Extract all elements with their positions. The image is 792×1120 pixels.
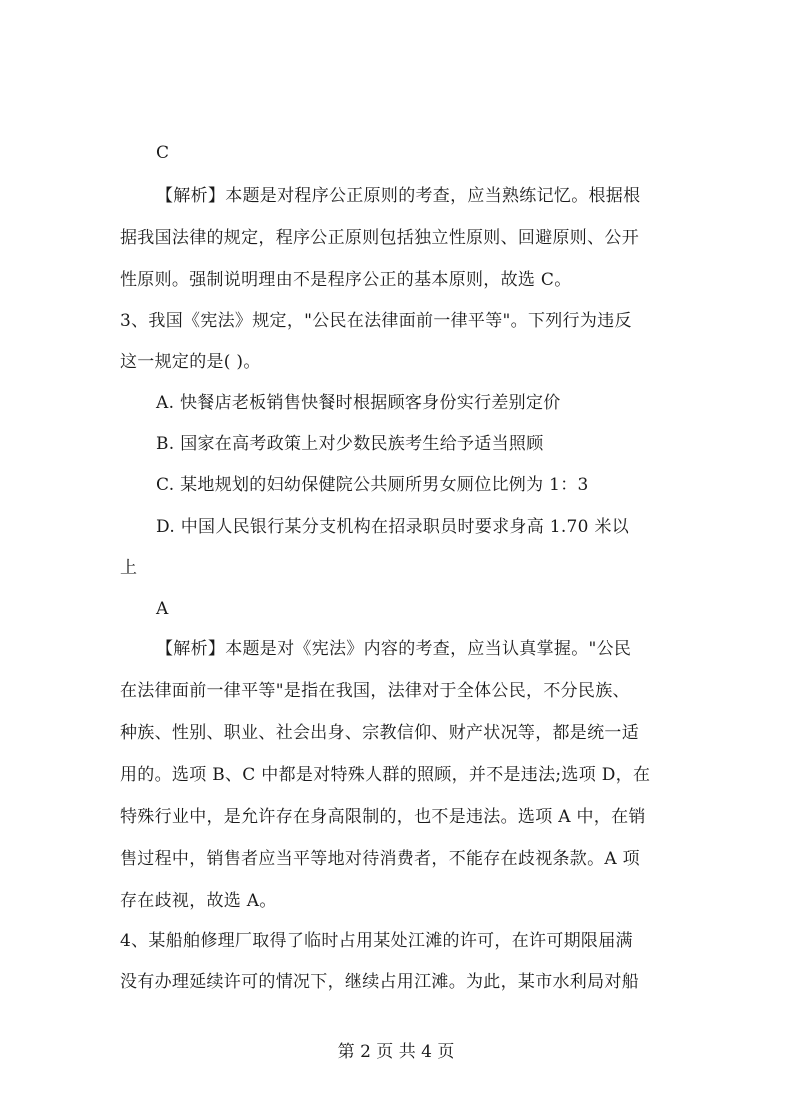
- question-3-option-d: D. 中国人民银行某分支机构在招录职员时要求身高 1.70 米以: [156, 517, 630, 537]
- question-3-option-c: C. 某地规划的妇幼保健院公共厕所男女厕位比例为 1：3: [156, 475, 589, 495]
- analysis-q3-line-4: 用的。选项 B、C 中都是对特殊人群的照顾，并不是违法;选项 D，在: [120, 765, 651, 785]
- question-4-stem-line-1: 4、某船舶修理厂取得了临时占用某处江滩的许可，在许可期限届满: [120, 931, 633, 951]
- answer-q2: C: [156, 143, 170, 163]
- question-3-option-b: B. 国家在高考政策上对少数民族考生给予适当照顾: [156, 434, 544, 454]
- question-3-option-a: A. 快餐店老板销售快餐时根据顾客身份实行差别定价: [156, 393, 561, 413]
- question-3-stem-line-2: 这一规定的是( )。: [120, 352, 261, 372]
- question-3-stem-line-1: 3、我国《宪法》规定，"公民在法律面前一律平等"。下列行为违反: [120, 311, 632, 331]
- analysis-q3-line-6: 售过程中，销售者应当平等地对待消费者，不能存在歧视条款。A 项: [120, 849, 640, 869]
- analysis-q3-line-5: 特殊行业中，是允许存在身高限制的，也不是违法。选项 A 中，在销: [120, 807, 646, 827]
- page-footer: 第 2 页 共 4 页: [337, 1042, 455, 1062]
- analysis-q2-line-3: 性原则。强制说明理由不是程序公正的基本原则，故选 C。: [120, 270, 572, 290]
- analysis-q3-line-3: 种族、性别、职业、社会出身、宗教信仰、财产状况等，都是统一适: [120, 723, 639, 743]
- answer-q3: A: [156, 599, 169, 619]
- analysis-q3-line-1: 【解析】本题是对《宪法》内容的考查，应当认真掌握。"公民: [156, 639, 632, 659]
- question-4-stem-line-2: 没有办理延续许可的情况下，继续占用江滩。为此，某市水利局对船: [120, 972, 639, 992]
- analysis-q2-line-2: 据我国法律的规定，程序公正原则包括独立性原则、回避原则、公开: [120, 228, 639, 248]
- question-3-option-d-wrap: 上: [120, 558, 138, 578]
- analysis-q3-line-2: 在法律面前一律平等"是指在我国，法律对于全体公民，不分民族、: [120, 681, 630, 701]
- analysis-q2-line-1: 【解析】本题是对程序公正原则的考查，应当熟练记忆。根据根: [156, 186, 641, 206]
- analysis-q3-line-7: 存在歧视，故选 A。: [120, 891, 277, 911]
